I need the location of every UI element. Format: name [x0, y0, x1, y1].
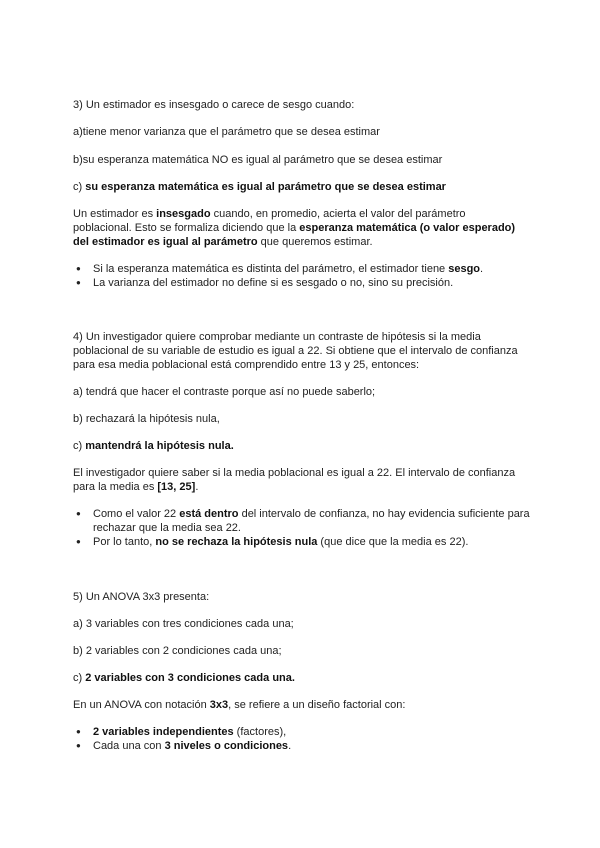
q3-bullet-list: [73, 262, 533, 290]
q3-explanation-line3: [73, 235, 373, 249]
q4-b2b: no se rechaza la hipótesis nula: [155, 536, 318, 548]
q4-option-b: b) rechazará la hipótesis nula,: [73, 413, 220, 425]
q5-exp-l1a: En un ANOVA con notación: [73, 699, 210, 711]
q3-explanation-line1: [73, 207, 466, 221]
q5-b1a: 2 variables independientes: [93, 726, 234, 738]
q5-option-c: [73, 671, 295, 685]
q5-explanation-line1: [73, 698, 405, 712]
q3-option-c-prefix: c): [73, 181, 86, 193]
q3-question: 3) Un estimador es insesgado o carece de sesgo cuando:: [73, 99, 355, 111]
q3-exp-l2b: esperanza matemática (o valor esperado): [299, 222, 516, 234]
q4-exp-l2b: [13, 25]: [157, 481, 196, 493]
q4-option-c-answer: mantendrá la hipótesis nula.: [85, 440, 234, 452]
q5-option-c-prefix: c): [73, 672, 86, 684]
q3-bullet-2: ● La varianza del estimador no define si es sesgado o no, sino su precisión.: [73, 276, 533, 290]
q3-option-b: b)su esperanza matemática NO es igual al parámetro que se desea estimar: [73, 154, 443, 166]
q3-option-a: a)tiene menor varianza que el parámetro que se desea estimar: [73, 126, 380, 138]
q3-option-c: [73, 180, 446, 194]
q4-b2c: (que dice que la media es 22).: [317, 536, 469, 548]
q5-question: 5) Un ANOVA 3x3 presenta:: [73, 591, 210, 603]
q4-b2a: Por lo tanto,: [93, 536, 156, 548]
q4-question-line2: poblacional de su variable de estudio es igual a 22. Si obtiene que el intervalo de confianza: [73, 345, 518, 357]
q5-option-b: b) 2 variables con 2 condiciones cada una;: [73, 645, 282, 657]
q4-option-c-prefix: c): [73, 440, 86, 452]
q3-b1b: sesgo: [448, 263, 481, 275]
q4-bullet-2: [73, 535, 535, 549]
q5-b2a: Cada una con: [93, 740, 165, 752]
q4-b1a: Como el valor 22: [93, 508, 180, 520]
q5-exp-l1c: , se refiere a un diseño factorial con:: [228, 699, 406, 711]
q3-explanation-line2: [73, 221, 515, 235]
q4-option-a: a) tendrá que hacer el contraste porque así no puede saberlo;: [73, 386, 376, 398]
q3-b1a: Si la esperanza matemática es distinta del parámetro, el estimador tiene: [93, 263, 449, 275]
q5-bullet-1: [73, 725, 533, 739]
q4-b1c: del intervalo de confianza, no hay evidencia suficiente para rechazar que la media sea 22.: [93, 508, 530, 534]
q4-option-c: [73, 439, 234, 453]
q4-b1b: está dentro: [179, 508, 239, 520]
q3-b1c: .: [480, 263, 484, 275]
q4-bullet-1: [73, 507, 535, 535]
q4-question-line3: para esa media poblacional está comprendido entre 13 y 25, entonces:: [73, 359, 420, 371]
q3-exp-l3a: del estimador es igual al parámetro: [73, 236, 258, 248]
q4-question-line1: 4) Un investigador quiere comprobar mediante un contraste de hipótesis si la media: [73, 331, 481, 343]
q5-option-c-answer: 2 variables con 3 condiciones cada una.: [85, 672, 295, 684]
q5-bullet-list: [73, 725, 533, 753]
q5-exp-l1b: 3x3: [209, 699, 229, 711]
q4-exp-l2c: .: [195, 481, 199, 493]
q5-option-a: a) 3 variables con tres condiciones cada una;: [73, 618, 294, 630]
q3-exp-l1b: insesgado: [156, 208, 211, 220]
q3-exp-l3b: que queremos estimar.: [257, 236, 373, 248]
q3-option-c-answer: su esperanza matemática es igual al parámetro que se desea estimar: [85, 181, 446, 193]
q5-b2c: .: [288, 740, 292, 752]
q4-explanation-line2: [73, 480, 198, 494]
q5-b1b: (factores),: [233, 726, 287, 738]
q4-bullet-list: [73, 507, 535, 549]
q3-exp-l2a: poblacional. Esto se formaliza diciendo que la: [73, 222, 300, 234]
q4-explanation-line1: El investigador quiere saber si la media poblacional es igual a 22. El intervalo de confianza: [73, 467, 516, 479]
q5-bullet-2: [73, 739, 533, 753]
q5-b2b: 3 niveles o condiciones: [164, 740, 289, 752]
q4-exp-l2a: para la media es: [73, 481, 158, 493]
q3-bullet-1: [73, 262, 533, 276]
q3-exp-l1c: cuando, en promedio, acierta el valor del parámetro: [210, 208, 466, 220]
q3-exp-l1a: Un estimador es: [73, 208, 157, 220]
